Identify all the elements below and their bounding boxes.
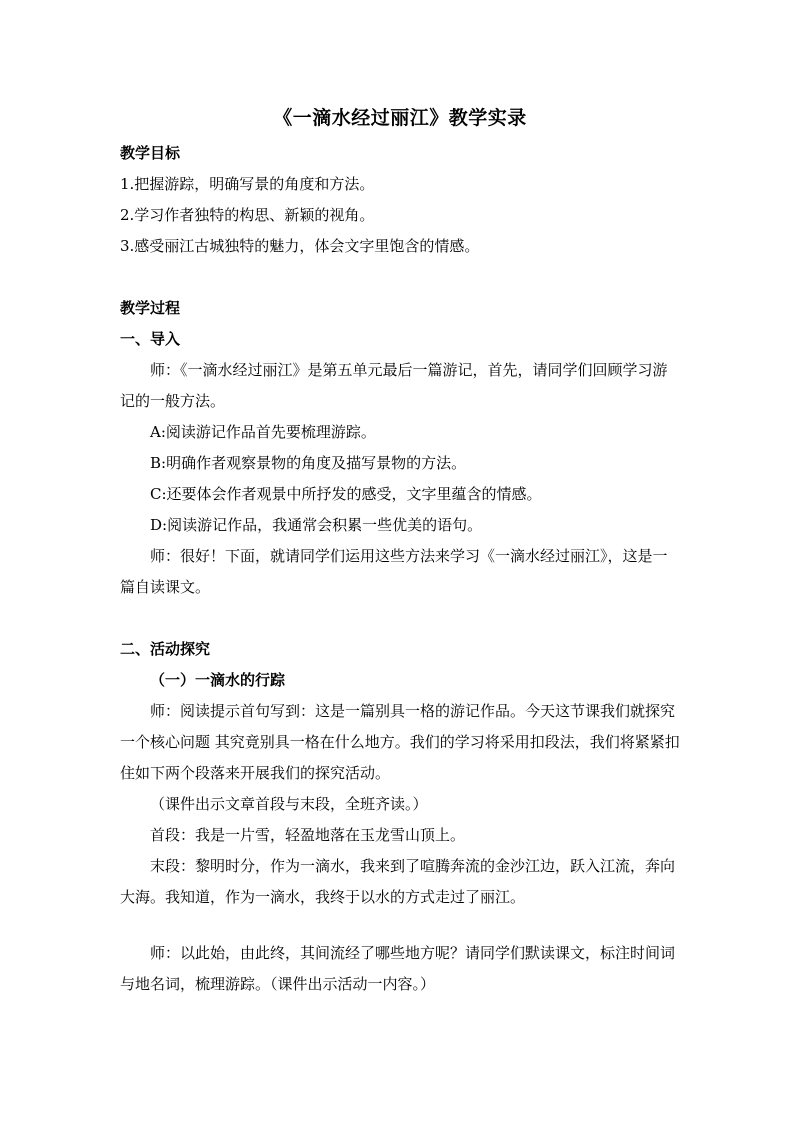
document-title: 《一滴水经过丽江》教学实录	[273, 107, 527, 129]
first-paragraph-quote: 首段：我是一片雪，轻盈地落在玉龙雪山顶上。	[150, 826, 466, 844]
subsection-heading: （一）一滴水的行踪	[150, 671, 286, 689]
goals-heading: 教学目标	[120, 144, 181, 162]
last-paragraph-quote: 末段：黎明时分，作为一滴水，我来到了喧腾奔流的金沙江边，跃入江流，奔向大海。我知道，作为一滴水，我终于以水的方式走过了丽江。	[120, 857, 676, 906]
section-heading-activity: 二、活动探究	[120, 640, 211, 658]
teacher-paragraph: 师：以此始，由此终，其间流经了哪些地方呢？请同学们默读课文，标注时间词与地名词，梳理游踪。（课件出示活动一内容。）	[120, 944, 676, 993]
classroom-note: （课件出示文章首段与末段，全班齐读。）	[150, 795, 428, 813]
student-answer: C:还要体会作者观景中所抒发的感受，文字里蕴含的情感。	[150, 485, 542, 503]
spacer	[120, 262, 680, 293]
document-content	[120, 100, 680, 1000]
student-answer: A:阅读游记作品首先要梳理游踪。	[150, 423, 376, 441]
goal-item: 1.把握游踪，明确写景的角度和方法。	[120, 175, 375, 193]
spacer	[120, 603, 680, 634]
teacher-paragraph: 师：很好！下面，就请同学们运用这些方法来学习《一滴水经过丽江》，这是一篇自读课文。	[120, 547, 668, 596]
goal-item: 2.学习作者独特的构思、新颖的视角。	[120, 206, 375, 224]
goal-item: 3.感受丽江古城独特的魅力，体会文字里饱含的情感。	[120, 237, 480, 255]
teacher-paragraph: 师：阅读提示首句写到：这是一篇别具一格的游记作品。今天这节课我们就探究一个核心问题 其究竟别具一格在什么地方。我们的学习将采用扣段法，我们将紧紧扣住如下两个段落来开展我们的探究活动。	[120, 702, 680, 782]
process-heading: 教学过程	[120, 299, 181, 317]
section-heading-intro: 一、导入	[120, 330, 181, 348]
spacer	[120, 913, 680, 938]
student-answer: D:阅读游记作品，我通常会积累一些优美的语句。	[150, 516, 483, 534]
student-answer: B:明确作者观察景物的角度及描写景物的方法。	[150, 454, 467, 472]
teacher-paragraph: 师：《一滴水经过丽江》是第五单元最后一篇游记，首先，请同学们回顾学习游记的一般方法。	[120, 361, 668, 410]
